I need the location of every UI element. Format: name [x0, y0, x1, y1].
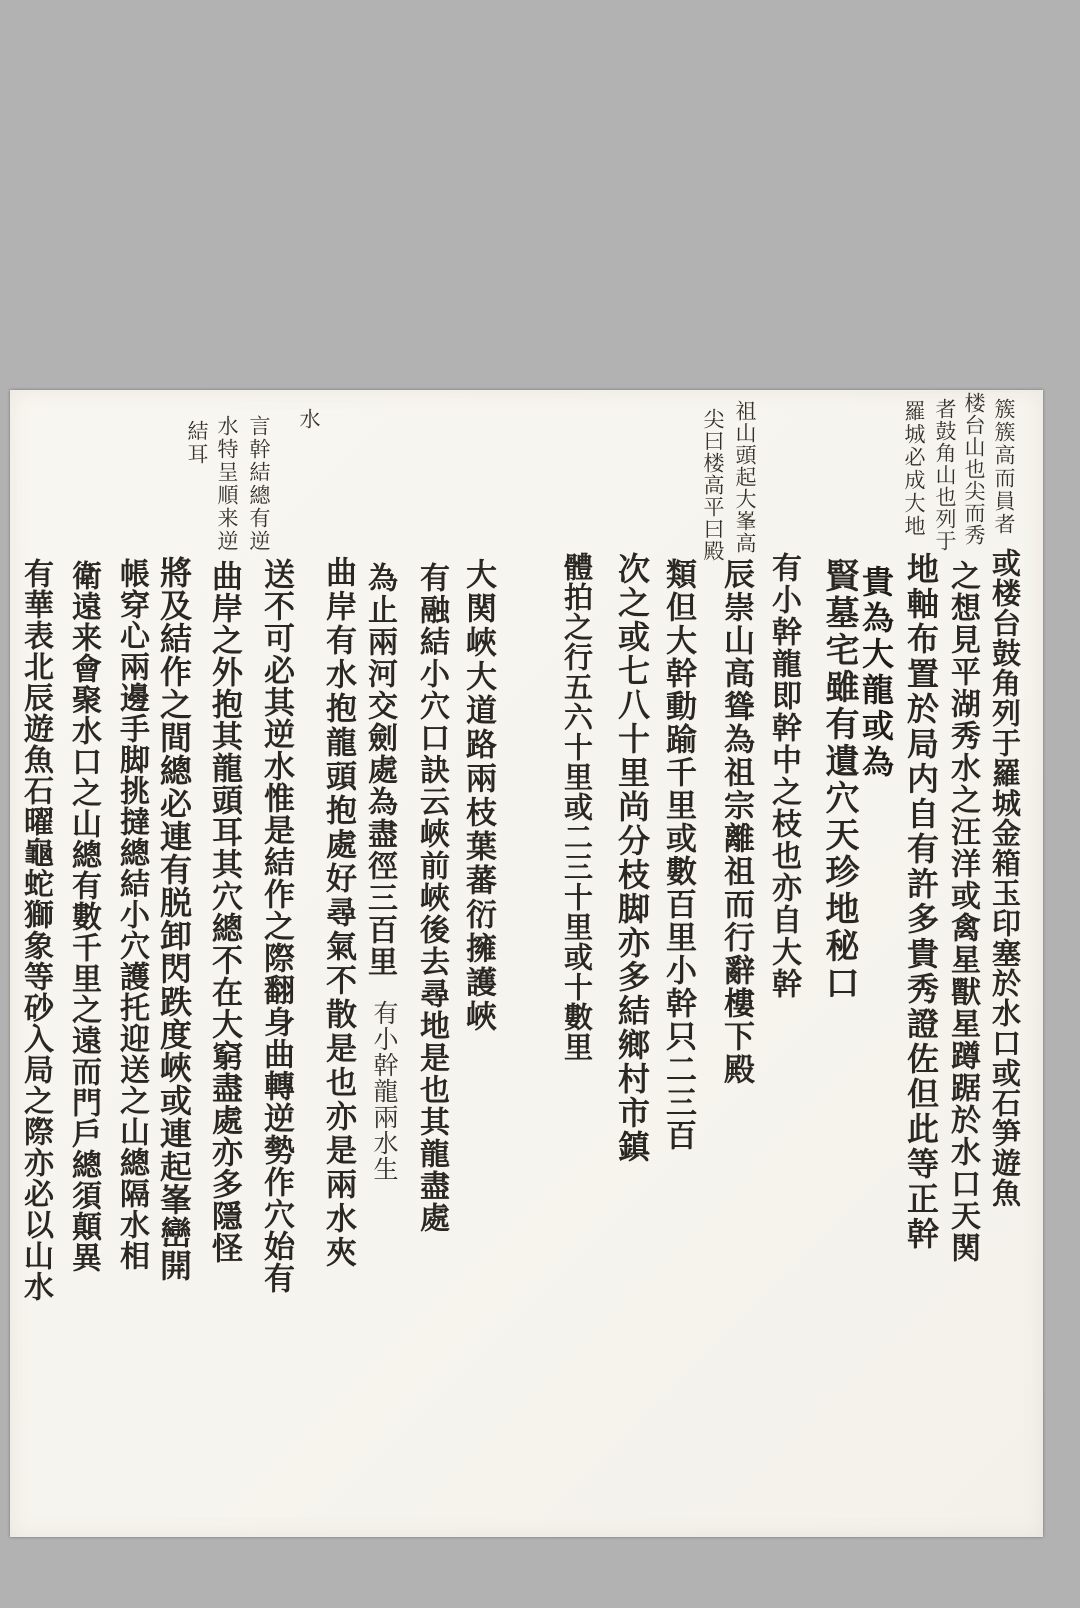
text-column: 之想見平湖秀水之汪洋或禽星獸星蹲踞於水口天関 [945, 560, 980, 1264]
text-column: 有小幹龍兩水生 [370, 1000, 399, 1182]
annotation-column: 簇簇高而員者 [992, 398, 1016, 536]
annotation-column: 者鼓角山也列于 [933, 398, 957, 552]
annotation-column: 楼台山也尖而秀 [962, 392, 986, 546]
text-column: 曲岸之外抱其龍頭耳其穴總不在大窮盡處亦多隱怪 [206, 560, 242, 1264]
annotation-column: 尖曰楼高平曰殿 [701, 408, 725, 562]
text-column: 有小幹龍即幹中之枝也亦自大幹 [766, 552, 801, 1000]
text-column: 貴為大龍或為 [857, 565, 895, 781]
text-column: 體拍之行五六十里或二三十里或十數里 [560, 552, 594, 1062]
text-column: 有融結小穴口訣云峽前峽後去尋地是也其龍盡處 [414, 562, 449, 1234]
text-column: 衛遠来會聚水口之山總有數千里之遠而門戶總須顛異 [66, 560, 101, 1273]
text-column: 類但大幹動踰千里或數百里小幹只二三百 [660, 558, 696, 1152]
text-column: 地軸布置於局内自有許多貴秀證佐但此等正幹 [902, 552, 940, 1252]
annotation-column: 結耳 [185, 420, 209, 466]
text-column: 送不可必其逆水惟是結作之際翻身曲轉逆勢作穴始有 [258, 558, 294, 1294]
text-column: 將及結作之間總必連有脱卸閃跌度峽或連起峯巒開 [155, 556, 193, 1282]
annotation-column: 祖山頭起大峯高 [733, 400, 757, 554]
text-column: 為止兩河交劍處為盡徑三百里 [362, 562, 397, 978]
annotation-column: 水 [297, 408, 321, 429]
text-column: 辰崇山高聳為祖宗離祖而行辭樓下殿 [718, 558, 754, 1086]
text-column: 或楼台鼓角列于羅城金箱玉印塞於水口或石笋遊魚 [988, 548, 1022, 1208]
text-column: 曲岸有水抱龍頭抱處好尋氣不散是也亦是兩水夾 [320, 556, 356, 1270]
text-column: 次之或七八十里尚分枝脚亦多結鄉村市鎮 [613, 552, 651, 1164]
annotation-column: 言幹結總有逆 [247, 415, 271, 553]
manuscript-paper [10, 390, 1043, 1537]
annotation-column: 羅城必成大地 [902, 400, 926, 538]
annotation-column: 水特呈順来逆 [215, 415, 239, 553]
text-column: 有華表北辰遊魚石曜龜蛇獅象等砂入局之際亦必以山水 [18, 558, 53, 1302]
text-column: 賢墓宅雖有遺穴天珍地秘口 [819, 558, 859, 1002]
text-column: 帳穿心兩邊手脚挑撻總結小穴護托迎送之山總隔水相 [114, 558, 149, 1271]
text-column: 大関峽大道路兩枝葉蕃衍擁護峽 [460, 558, 496, 1034]
